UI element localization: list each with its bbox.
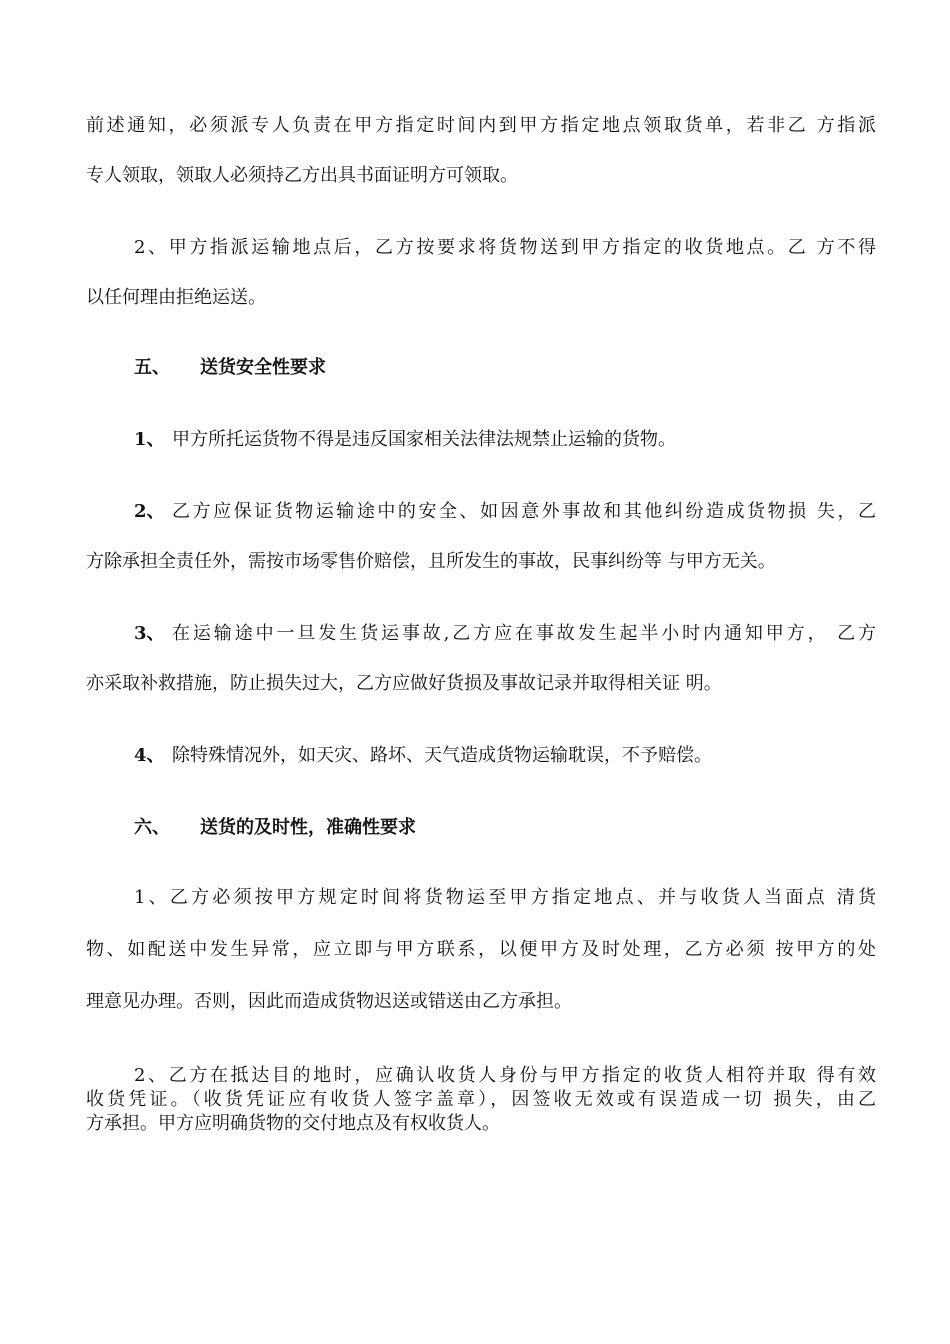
section-6-number: 六、 [134, 817, 170, 838]
section-5-item-2-text-line-2: 方除承担全责任外，需按市场零售价赔偿，且所发生的事故，民事纠纷等 与甲方无关。 [86, 551, 776, 572]
section-5-item-1-text: 甲方所托运货物不得是违反国家相关法律法规禁止运输的货物。 [172, 429, 676, 450]
section-6-item-1-line-2: 物、如配送中发生异常，应立即与甲方联系，以便甲方及时处理，乙方必须 按甲方的处 [86, 939, 876, 960]
section-5-item-4-text: 除特殊情况外，如天灾、路坏、天气造成货物运输耽误，不予赔偿。 [172, 745, 712, 766]
section-6-heading [0, 816, 950, 840]
section-5-item-4-number: 4、 [134, 745, 165, 766]
section-5-item-1-number: 1、 [134, 429, 165, 450]
section-5-item-2 [0, 500, 950, 524]
section-6-item-2-line-1: 2、乙方在抵达目的地时，应确认收货人身份与甲方指定的收货人相符并取 得有效 [134, 1065, 876, 1086]
section-5-item-2-number: 2、 [134, 501, 165, 522]
section-5-item-2-text-line-1: 乙方应保证货物运输途中的安全、如因意外事故和其他纠纷造成货物损 失，乙 [172, 501, 876, 522]
section-6-item-2-line-2: 收货凭证。（收货凭证应有收货人签字盖章），因签收无效或有误造成一切 损失，由乙 [86, 1089, 876, 1110]
section-5-item-4 [0, 744, 950, 768]
section-5-title: 送货安全性要求 [200, 357, 326, 378]
section-6-item-2-line-3: 方承担。甲方应明确货物的交付地点及有权收货人。 [86, 1113, 500, 1134]
section-6-item-1-line-1: 1、乙方必须按甲方规定时间将货物运至甲方指定地点、并与收货人当面点 清货 [134, 887, 876, 908]
section-5-item-3-number: 3、 [134, 623, 165, 644]
section-6-title: 送货的及时性，准确性要求 [200, 817, 416, 838]
paragraph-intro-line-2: 专人领取，领取人必须持乙方出具书面证明方可领取。 [86, 165, 518, 186]
section-5-heading [0, 356, 950, 380]
paragraph-intro-line-1: 前述通知，必须派专人负责在甲方指定时间内到甲方指定地点领取货单，若非乙 方指派 [86, 115, 876, 136]
section-6-item-1-line-3: 理意见办理。否则，因此而造成货物迟送或错送由乙方承担。 [86, 991, 572, 1012]
section-5-number: 五、 [134, 357, 170, 378]
paragraph-item2-line-2: 以任何理由拒绝运送。 [86, 287, 266, 308]
paragraph-item2-line-1: 2、甲方指派运输地点后，乙方按要求将货物送到甲方指定的收货地点。乙 方不得 [134, 237, 876, 258]
section-5-item-3-text-line-2: 亦采取补救措施，防止损失过大，乙方应做好货损及事故记录并取得相关证 明。 [86, 673, 722, 694]
section-5-item-3 [0, 622, 950, 646]
section-5-item-1 [0, 428, 950, 452]
section-5-item-3-text-line-1: 在运输途中一旦发生货运事故,乙方应在事故发生起半小时内通知甲方， 乙方 [172, 623, 876, 644]
